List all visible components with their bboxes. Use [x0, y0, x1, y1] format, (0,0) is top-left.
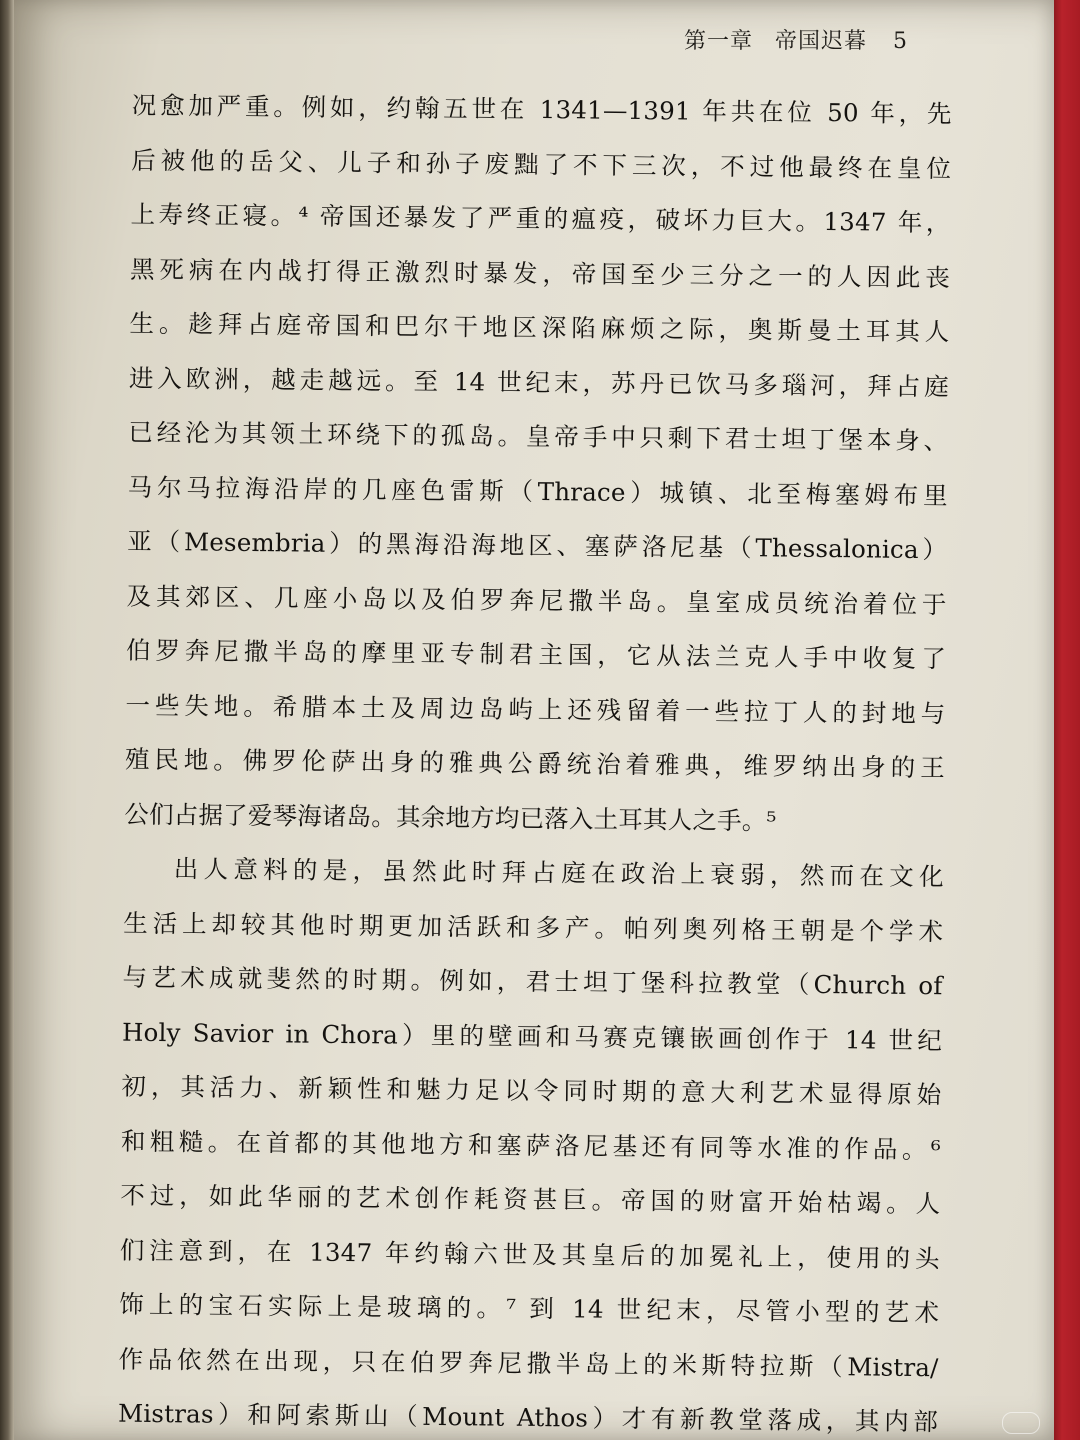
- paragraph-start-line: 出人意料的是，虽然此时拜占庭在政治上衰弱，然而在文化: [173, 854, 944, 892]
- text-line: 亚（Mesembria）的黑海沿海地区、塞萨洛尼基（Thessalonica）: [127, 526, 948, 565]
- watermark-badge: [1002, 1412, 1040, 1434]
- text-line: 作品依然在出现，只在伯罗奔尼撒半岛上的米斯特拉斯（Mistra/: [118, 1344, 939, 1382]
- text-line: Holy Savior in Chora）里的壁画和马赛克镶嵌画创作于 14 世纪: [121, 1017, 943, 1055]
- text-line: 饰上的宝石实际上是玻璃的。⁷ 到 14 世纪末，尽管小型的艺术: [119, 1289, 940, 1328]
- text-line: 伯罗奔尼撒半岛的摩里亚专制君主国，它从法兰克人手中收复了: [125, 635, 947, 674]
- chapter-label: 第一章: [683, 29, 753, 54]
- text-line: 们注意到，在 1347 年约翰六世及其皇后的加冕礼上，使用的头: [119, 1235, 940, 1273]
- running-head: [662, 24, 908, 55]
- text-line: 生。趁拜占庭帝国和巴尔干地区深陷麻烦之际，奥斯曼土耳其人: [129, 308, 950, 347]
- text-line: 况愈加严重。例如，约翰五世在 1341—1391 年共在位 50 年，先: [131, 90, 952, 129]
- text-line: 马尔马拉海沿岸的几座色雷斯（Thrace）城镇、北至梅塞姆布里: [127, 472, 948, 510]
- text-line: 上寿终正寝。⁴ 帝国还暴发了严重的瘟疫，破坏力巨大。1347 年，: [130, 199, 951, 238]
- page-number: 5: [893, 29, 908, 54]
- paragraph-end-line: 公们占据了爱琴海诸岛。其余地方均已落入土耳其人之手。⁵: [124, 799, 777, 835]
- text-line: 殖民地。佛罗伦萨出身的雅典公爵统治着雅典，维罗纳出身的王: [124, 744, 946, 783]
- text-line: 进入欧洲，越走越远。至 14 世纪末，苏丹已饮马多瑙河，拜占庭: [128, 363, 950, 401]
- text-line: 初，其活力、新颖性和魅力足以令同时期的意大利艺术显得原始: [121, 1071, 942, 1110]
- text-line: 一些失地。希腊本土及周边岛屿上还残留着一些拉丁人的封地与: [125, 690, 946, 728]
- text-line: 与艺术成就斐然的时期。例如，君士坦丁堡科拉教堂（Church of: [122, 962, 943, 1001]
- book-cover-edge: [1050, 0, 1080, 1440]
- text-line: Mistras）和阿索斯山（Mount Athos）才有新教堂落成，其内部: [117, 1398, 939, 1437]
- text-line: 及其郊区、几座小岛以及伯罗奔尼撒半岛。皇室成员统治着位于: [126, 581, 947, 619]
- text-line: 和粗糙。在首都的其他地方和塞萨洛尼基还有同等水准的作品。⁶: [120, 1126, 942, 1164]
- text-line: 黑死病在内战打得正激烈时暴发，帝国至少三分之一的人因此丧: [129, 254, 951, 292]
- text-line: 不过，如此华丽的艺术创作耗资甚巨。帝国的财富开始枯竭。人: [120, 1180, 941, 1219]
- book-page: [14, 0, 1054, 1440]
- text-line: 已经沦为其领土环绕下的孤岛。皇帝手中只剩下君士坦丁堡本身、: [128, 417, 949, 456]
- chapter-title: 帝国迟暮: [774, 29, 867, 54]
- body-text: [118, 82, 952, 1440]
- text-line: 生活上却较其他时期更加活跃和多产。帕列奥列格王朝是个学术: [123, 908, 944, 946]
- text-line: 后被他的岳父、儿子和孙子废黜了不下三次，不过他最终在皇位: [131, 145, 952, 183]
